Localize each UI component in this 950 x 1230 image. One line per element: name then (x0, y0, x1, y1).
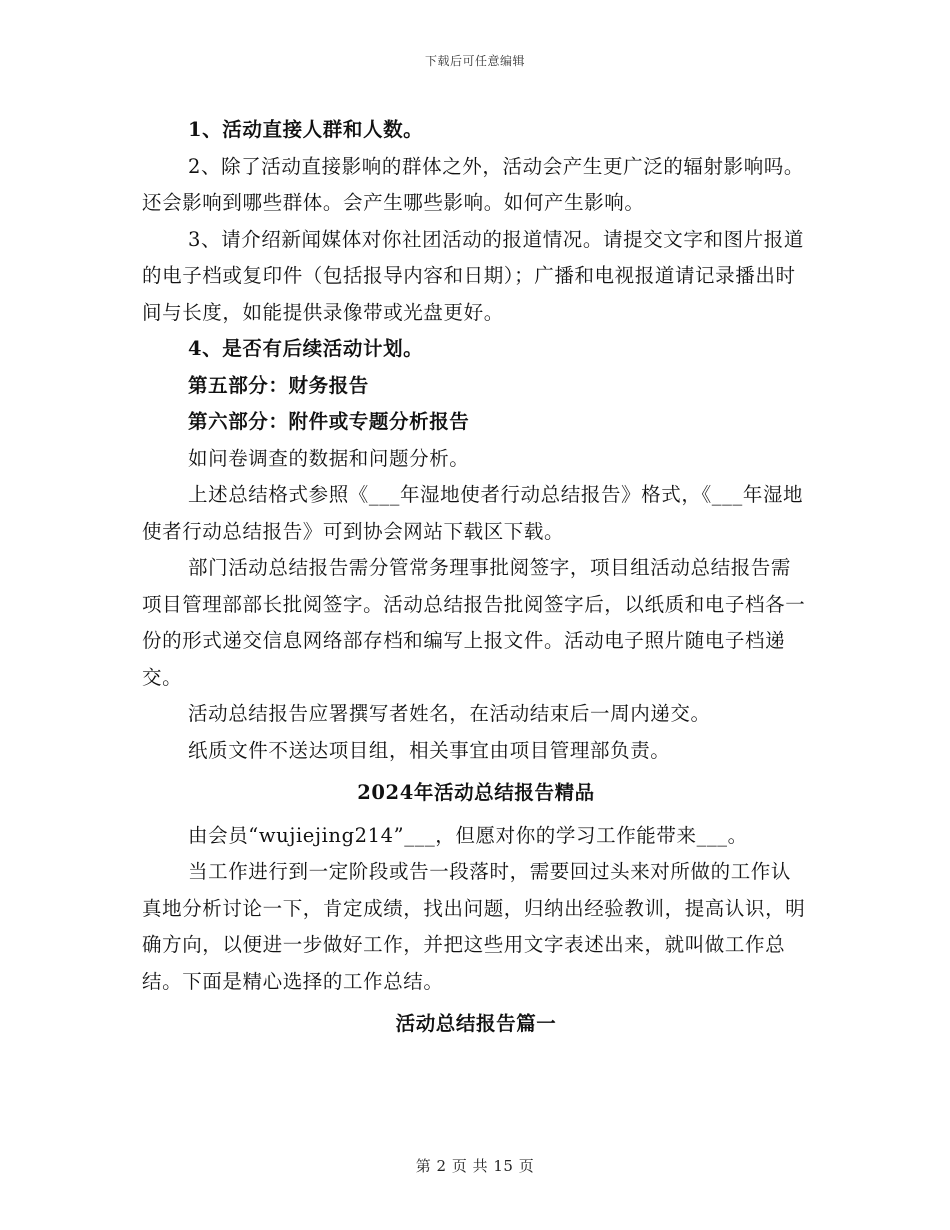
paragraph-format-reference: 上述总结格式参照《___年湿地使者行动总结报告》格式，《___年湿地使者行动总结报告》可到协会网站下载区下载。 (142, 483, 804, 543)
section-title: 2024年活动总结报告精品 (357, 781, 595, 804)
paragraph-author-name: 活动总结报告应署撰写者姓名，在活动结束后一周内递交。 (188, 702, 711, 725)
section-heading-finance: 第五部分：财务报告 (188, 373, 369, 397)
paragraph-signature-rules: 部门活动总结报告需分管常务理事批阅签字，项目组活动总结报告需项目管理部部长批阅签字。活动总结报告批阅签字后，以纸质和电子档各一份的形式递交信息网络部存档和编写上报文件。活动电子照片随电子档递交。 (142, 556, 806, 689)
paragraph-item-2: 2、除了活动直接影响的群体之外，活动会产生更广泛的辐射影响吗。还会影响到哪些群体。会产生哪些影响。如何产生影响。 (142, 154, 805, 214)
paragraph-item-3: 3、请介绍新闻媒体对你社团活动的报道情况。请提交文字和图片报道的电子档或复印件（包括报导内容和日期）；广播和电视报道请记录播出时间与长度，如能提供录像带或光盘更好。 (142, 227, 805, 324)
paragraph-paper-files: 纸质文件不送达项目组，相关事宜由项目管理部负责。 (188, 738, 671, 762)
paragraph-survey: 如问卷调查的数据和问题分析。 (188, 446, 470, 470)
page-header-note: 下载后可任意编辑 (424, 54, 525, 68)
subsection-title: 活动总结报告篇一 (395, 1012, 557, 1035)
page-number: 第 2 页 共 15 页 (415, 1157, 535, 1175)
document-body (142, 112, 810, 1049)
paragraph-member-note: 由会员“wujiejing214”___，但愿对你的学习工作能带来___。 (188, 823, 748, 847)
section-heading-attachments: 第六部分：附件或专题分析报告 (188, 410, 470, 433)
paragraph-item-1: 1、活动直接人群和人数。 (188, 118, 424, 141)
paragraph-summary-intro: 当工作进行到一定阶段或告一段落时，需要回过头来对所做的工作认真地分析讨论一下，肯定成绩，找出问题，归纳出经验教训，提高认识，明确方向，以便进一步做好工作，并把这些用文字表述出来，就叫做工作总结。下面是精心选择的工作总结。 (142, 860, 806, 993)
paragraph-item-4: 4、是否有后续活动计划。 (188, 337, 424, 360)
